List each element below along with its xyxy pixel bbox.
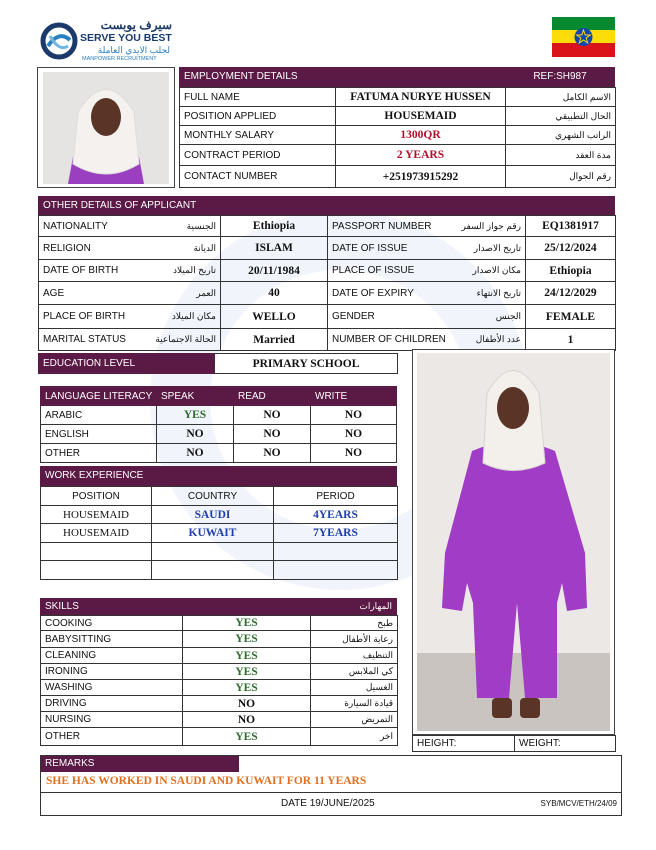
skill-name: DRIVING: [41, 696, 183, 712]
skills-table: [40, 615, 398, 746]
table-row: [180, 145, 616, 166]
contract-period-label: CONTRACT PERIOD: [180, 145, 336, 166]
arabic-speak-value: YES: [157, 406, 234, 425]
other-read-value: NO: [234, 444, 311, 463]
english-read-value: NO: [234, 425, 311, 444]
date-of-issue-label: DATE OF ISSUE: [332, 242, 408, 254]
measurements-table: [412, 735, 616, 752]
date-of-issue-label-ar: تاريخ الاصدار: [473, 242, 521, 253]
education-level-value-text: PRIMARY SCHOOL: [252, 357, 360, 370]
language-literacy-header: LANGUAGE LITERACY: [41, 387, 157, 406]
table-row: [180, 88, 616, 107]
work-experience-table: [40, 486, 398, 580]
table-row: [39, 282, 616, 305]
skill-value: YES: [183, 648, 311, 664]
ethiopia-flag-icon: [552, 17, 615, 57]
skill-value: YES: [183, 616, 311, 631]
gender-label: GENDER: [332, 311, 375, 322]
table-row: [39, 305, 616, 329]
marital-status-value: Married: [221, 329, 328, 351]
skill-name: WASHING: [41, 680, 183, 696]
language-arabic-label: ARABIC: [41, 406, 157, 425]
remarks-text: SHE HAS WORKED IN SAUDI AND KUWAIT FOR 11 YEARS: [46, 775, 367, 787]
other-speak-value: NO: [157, 444, 234, 463]
place-of-birth-label: PLACE OF BIRTH: [43, 311, 126, 322]
brand-tagline: MANPOWER RECRUITMENT: [82, 56, 157, 62]
gender-label-ar: الجنس: [495, 311, 521, 321]
skill-name: BABYSITTING: [41, 631, 183, 648]
nationality-label-ar: الجنسية: [186, 220, 216, 231]
full-name-label: FULL NAME: [180, 88, 336, 107]
other-details-title: OTHER DETAILS OF APPLICANT: [43, 199, 197, 211]
skill-name: NURSING: [41, 712, 183, 728]
skill-name-ar: الغسيل: [311, 680, 398, 696]
table-header-row: [41, 387, 397, 406]
skill-value: NO: [183, 696, 311, 712]
skills-header: [40, 598, 397, 615]
other-write-value: NO: [311, 444, 397, 463]
education-level-label-text: EDUCATION LEVEL: [43, 357, 136, 369]
monthly-salary-value: 1300QR: [336, 126, 506, 145]
place-of-issue-label: PLACE OF ISSUE: [332, 265, 415, 276]
skill-name: CLEANING: [41, 648, 183, 664]
work-period-cell: 7YEARS: [274, 524, 398, 543]
table-row: [39, 329, 616, 351]
skill-name-ar: طبخ: [311, 616, 398, 631]
table-row: [41, 444, 397, 463]
skills-title: SKILLS: [45, 600, 79, 612]
remarks-box: [40, 755, 622, 816]
table-row: [41, 425, 397, 444]
table-row: [180, 126, 616, 145]
education-level-label: [38, 353, 214, 374]
date-of-expiry-label-ar: تاريخ الانتهاء: [476, 287, 521, 298]
passport-number-value: EQ1381917: [526, 216, 616, 237]
english-write-value: NO: [311, 425, 397, 444]
place-of-birth-label-ar: مكان الميلاد: [171, 311, 216, 321]
table-header-row: [41, 487, 398, 506]
height-label: HEIGHT:: [413, 736, 515, 752]
table-row: [41, 664, 398, 680]
marital-status-label: MARITAL STATUS: [43, 334, 126, 345]
work-experience-header: [40, 466, 397, 486]
footer-date: DATE 19/JUNE/2025: [281, 798, 375, 809]
position-applied-label-ar: الحال التطبيقي: [506, 107, 616, 126]
skill-name: COOKING: [41, 616, 183, 631]
date-of-birth-label-ar: تاريخ الميلاد: [173, 265, 216, 275]
age-label-ar: العمر: [196, 287, 216, 298]
remarks-divider: [41, 792, 621, 793]
arabic-read-value: NO: [234, 406, 311, 425]
other-details-table: [38, 215, 616, 351]
date-of-expiry-value: 24/12/2029: [526, 282, 616, 305]
arabic-write-value: NO: [311, 406, 397, 425]
reference-number: [505, 67, 615, 87]
monthly-salary-label: MONTHLY SALARY: [180, 126, 336, 145]
date-of-birth-label: DATE OF BIRTH: [43, 265, 119, 276]
table-row: [180, 166, 616, 188]
table-row: [41, 506, 398, 524]
nationality-label: NATIONALITY: [43, 220, 108, 232]
table-row: [39, 216, 616, 237]
full-name-label-ar: الاسم الكامل: [506, 88, 616, 107]
speak-header: SPEAK: [157, 387, 234, 406]
table-row: [41, 648, 398, 664]
marital-status-label-ar: الحالة الاجتماعية: [155, 334, 216, 344]
place-of-issue-label-ar: مكان الاصدار: [472, 265, 521, 275]
table-row: [41, 696, 398, 712]
religion-label-ar: الديانة: [193, 242, 216, 253]
skill-name: OTHER: [41, 728, 183, 746]
work-country-cell: SAUDI: [152, 506, 274, 524]
table-row: [39, 260, 616, 282]
place-of-issue-value: Ethiopia: [526, 260, 616, 282]
employment-details-header: [179, 67, 505, 87]
language-other-label: OTHER: [41, 444, 157, 463]
table-row: [41, 680, 398, 696]
passport-number-label: PASSPORT NUMBER: [332, 220, 432, 232]
table-row: [41, 631, 398, 648]
work-position-cell: HOUSEMAID: [41, 506, 152, 524]
period-column-header: PERIOD: [274, 487, 398, 506]
number-of-children-label-ar: عدد الأطفال: [475, 334, 521, 344]
brand-arabic-name: سيرف يوبست: [100, 18, 172, 32]
skill-name-ar: رعاية الأطفال: [311, 631, 398, 648]
work-position-cell: HOUSEMAID: [41, 524, 152, 543]
brand-english-name: SERVE YOU BEST: [80, 32, 172, 44]
position-applied-value: HOUSEMAID: [336, 107, 506, 126]
skill-value: YES: [183, 680, 311, 696]
work-experience-title: WORK EXPERIENCE: [45, 470, 144, 481]
place-of-birth-value: WELLO: [221, 305, 328, 329]
nationality-value: Ethiopia: [221, 216, 328, 237]
language-literacy-table: [40, 386, 397, 463]
full-name-value: FATUMA NURYE HUSSEN: [336, 88, 506, 107]
date-of-issue-value: 25/12/2024: [526, 237, 616, 260]
brand-arabic-tagline: لجلب الايدي العاملة: [97, 45, 170, 55]
age-value: 40: [221, 282, 328, 305]
passport-number-label-ar: رقم جواز السفر: [461, 220, 521, 231]
religion-label: RELIGION: [43, 242, 91, 254]
contact-number-label-ar: رقم الجوال: [506, 166, 616, 188]
number-of-children-label: NUMBER OF CHILDREN: [332, 334, 446, 345]
religion-value: ISLAM: [221, 237, 328, 260]
skill-name-ar: التنظيف: [311, 648, 398, 664]
employment-details-title: EMPLOYMENT DETAILS: [184, 71, 298, 82]
read-header: READ: [234, 387, 311, 406]
monthly-salary-label-ar: الراتب الشهري: [506, 126, 616, 145]
footer-code: SYB/MCV/ETH/24/09: [540, 799, 617, 808]
full-body-photo: [412, 349, 615, 735]
gender-value: FEMALE: [526, 305, 616, 329]
position-column-header: POSITION: [41, 487, 152, 506]
remarks-title: REMARKS: [45, 757, 95, 769]
skill-name-ar: قيادة السيارة: [311, 696, 398, 712]
table-row: [413, 736, 616, 752]
skill-name-ar: التمريض: [311, 712, 398, 728]
english-speak-value: NO: [157, 425, 234, 444]
number-of-children-value: 1: [526, 329, 616, 351]
weight-label: WEIGHT:: [515, 736, 616, 752]
skill-name-ar: كي الملابس: [311, 664, 398, 680]
table-row: [41, 524, 398, 543]
skills-title-ar: المهارات: [359, 601, 392, 611]
table-row: [180, 107, 616, 126]
employment-details-table: [179, 87, 616, 188]
contract-period-label-ar: مدة العقد: [506, 145, 616, 166]
work-period-cell: 4YEARS: [274, 506, 398, 524]
skill-value: NO: [183, 712, 311, 728]
table-row: [41, 543, 398, 561]
date-of-birth-value: 20/11/1984: [221, 260, 328, 282]
skill-name: IRONING: [41, 664, 183, 680]
skill-value: YES: [183, 664, 311, 680]
language-english-label: ENGLISH: [41, 425, 157, 444]
country-column-header: COUNTRY: [152, 487, 274, 506]
contract-period-value: 2 YEARS: [336, 145, 506, 166]
table-row: [41, 728, 398, 746]
skill-value: YES: [183, 728, 311, 746]
company-logo: [40, 18, 170, 64]
skill-value: YES: [183, 631, 311, 648]
table-row: [41, 406, 397, 425]
write-header: WRITE: [311, 387, 397, 406]
logo-mark-icon: [40, 22, 78, 60]
reference-number-text: REF:SH987: [533, 71, 587, 82]
work-country-cell: KUWAIT: [152, 524, 274, 543]
table-row: [41, 712, 398, 728]
table-row: [41, 561, 398, 580]
table-row: [41, 616, 398, 631]
other-details-header: [38, 196, 615, 215]
age-label: AGE: [43, 287, 65, 299]
contact-number-label: CONTACT NUMBER: [180, 166, 336, 188]
contact-number-value: +251973915292: [336, 166, 506, 188]
position-applied-label: POSITION APPLIED: [180, 107, 336, 126]
portrait-photo: [37, 67, 175, 188]
date-of-expiry-label: DATE OF EXPIRY: [332, 287, 414, 299]
table-row: [39, 237, 616, 260]
education-level-value: [214, 353, 398, 374]
skill-name-ar: اخر: [311, 728, 398, 746]
